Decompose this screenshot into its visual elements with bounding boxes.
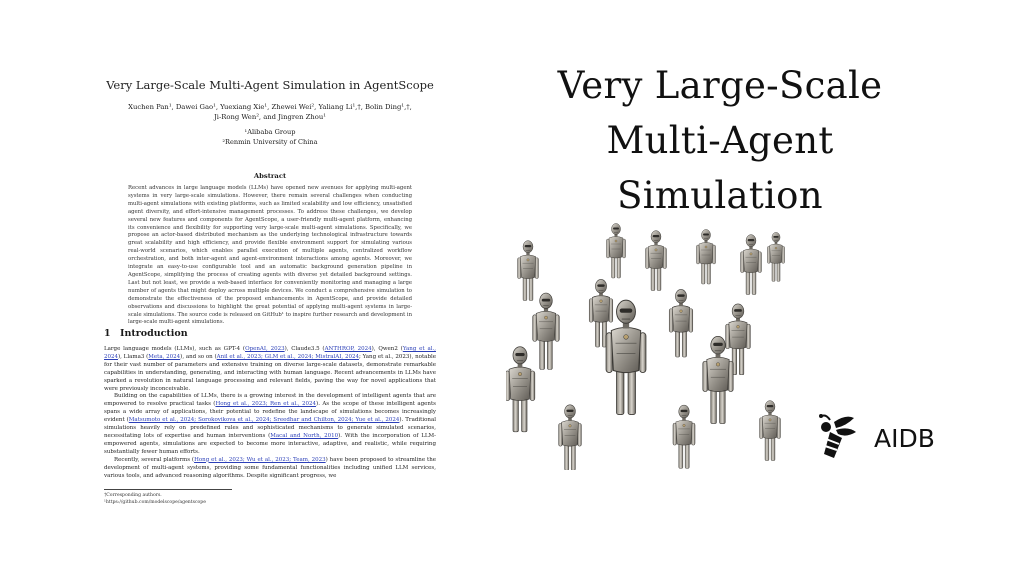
robot-crowd-illustration xyxy=(506,210,796,470)
text-run: ) have been proposed to streamline the development of multi-agent systems, providing some fundamental functionalities including unified LLM services, various tools, and advanced reasoning algorithms. Despite significant progress, we xyxy=(104,456,436,479)
footnotes xyxy=(104,493,404,506)
text-run: ; Yang et al., 2023), notable for their vast number of parameters and extensive training on diverse large-scale datasets, demonstrate remarkable capabilities in understanding, generating, and interacting with human language. Recent advancements in LLMs have sparked a revolution in natural language processing and relevant fields, paving the way for novel applications that were previously inconceivable. xyxy=(104,353,436,392)
affiliation-2: ²Renmin University of China xyxy=(222,137,318,146)
text-run: Building on the capabilities of LLMs, there is a growing interest in the development of intelligent agents that are empowered to resolve practical tasks ( xyxy=(104,393,436,408)
footnote-github: ¹https://github.com/modelscope/agentscope xyxy=(104,499,206,505)
text-run: ). Traditional simulations heavily rely on predefined rules and sophisticated mechanisms to generate simulated scenarios, necessitating lots of expertise and human interventions ( xyxy=(104,417,436,439)
text-run: Large language models (LLMs), such as GPT-4 ( xyxy=(104,346,246,352)
paper-authors xyxy=(120,102,420,122)
aidb-bee-logo-icon xyxy=(812,412,858,462)
introduction-body xyxy=(104,346,436,480)
authors-line-2: Ji-Rong Wen², and Jingren Zhou¹ xyxy=(214,113,326,121)
citation-link[interactable]: Anil et al., 2023; GLM et al., 2024; MistralAI, 2024 xyxy=(216,353,359,360)
text-run: ), Llama3 ( xyxy=(118,353,149,360)
citation-link[interactable]: Yang et al., 2024 xyxy=(104,346,436,360)
paper-page xyxy=(100,68,440,518)
section-heading xyxy=(104,328,434,339)
citation-link[interactable]: Matsumoto et al., 2024; Sorokovikova et al., 2024; Sreedhar and Chilton, 2024; Yue et al., 2024 xyxy=(128,417,400,424)
text-run: ). With the incorporation of LLM-empowered agents, simulations are expected to become more interactive, adaptive, and realistic, while requiring substantially fewer human efforts. xyxy=(104,432,436,455)
intro-paragraph-2 xyxy=(104,393,436,456)
abstract-text: Recent advances in large language models (LLMs) have opened new avenues for applying multi-agent systems in very large-scale simulations. However, there remain several challenges when conducting multi-agent simulations with existing platforms, such as limited scalability and low efficiency, unsatisfied agent diversity, and effort-intensive management processes. To address these challenges, we develop several new features and components for AgentScope, a user-friendly multi-agent platform, enhancing its convenience and flexibility for supporting very large-scale multi-agent simulations. Specifically, we propose an actor-based distributed mechanism as the underlying technological infrastructure towards great scalability and high efficiency, and provide flexible environment support for simulating various real-world scenarios, which enables parallel execution of multiple agents, centralized workflow orchestration, and both inter-agent and agent-environment interactions among agents. Moreover, we integrate an easy-to-use configurable tool and an automatic background generation pipeline in AgentScope, simplifying the process of creating agents with diverse yet detailed background settings. Last but not least, we provide a web-based interface for conveniently monitoring and managing a large number of agents that might deploy across multiple devices. We conduct a comprehensive simulation to demonstrate the effectiveness of the proposed enhancements in AgentScope, and provide detailed observations and discussions to highlight the great potential of applying multi-agent systems in large-scale simulations. The source code is released on GitHub¹ to inspire further research and development in large-scale multi-agent simulations. xyxy=(128,185,412,326)
footnote-rule xyxy=(104,489,232,490)
citation-link[interactable]: OpenAI, 2023 xyxy=(245,346,285,352)
section-title: Introduction xyxy=(120,328,188,339)
authors-line-1: Xuchen Pan¹, Dawei Gao¹, Yuexiang Xie¹, Zhewei Wei², Yaliang Li¹,†, Bolin Ding¹,†, xyxy=(128,103,412,111)
citation-link[interactable]: ANTHROP, 2024 xyxy=(324,346,372,352)
paper-title: Very Large-Scale Multi-Agent Simulation in AgentScope xyxy=(106,78,434,92)
intro-paragraph-1 xyxy=(104,346,436,393)
affiliation-1: ¹Alibaba Group xyxy=(244,128,296,136)
citation-link[interactable]: Hong et al., 2023; Ren et al., 2024 xyxy=(215,401,317,408)
headline-line-1: Very Large-Scale xyxy=(557,64,883,107)
text-run: ), Claude3.5 ( xyxy=(284,346,325,352)
text-run: Recently, several platforms ( xyxy=(114,456,195,463)
citation-link[interactable]: Meta, 2024 xyxy=(148,353,181,360)
footnote-corresponding: †Corresponding authors. xyxy=(104,493,162,498)
citation-link[interactable]: Macal and North, 2010 xyxy=(270,432,339,439)
text-run: ), Qwen2 ( xyxy=(371,346,403,352)
text-run: ). As the scope of these intelligent agents spans a wide array of applications, their potential to redefine the landscape of simulations becomes increasingly evident ( xyxy=(104,401,437,424)
brand-name: AIDB xyxy=(874,424,935,453)
brand-logo xyxy=(812,412,962,464)
text-run: ), and so on ( xyxy=(180,353,217,360)
headline xyxy=(520,58,920,223)
intro-paragraph-3 xyxy=(104,457,436,481)
section-number: 1 xyxy=(104,328,111,339)
headline-line-2: Multi-Agent xyxy=(606,119,834,162)
citation-link[interactable]: Hong et al., 2023; Wu et al., 2023; Team, 2023 xyxy=(194,456,326,463)
abstract-heading: Abstract xyxy=(253,172,287,180)
headline-line-3: Simulation xyxy=(617,174,823,217)
paper-affiliations xyxy=(100,128,440,147)
